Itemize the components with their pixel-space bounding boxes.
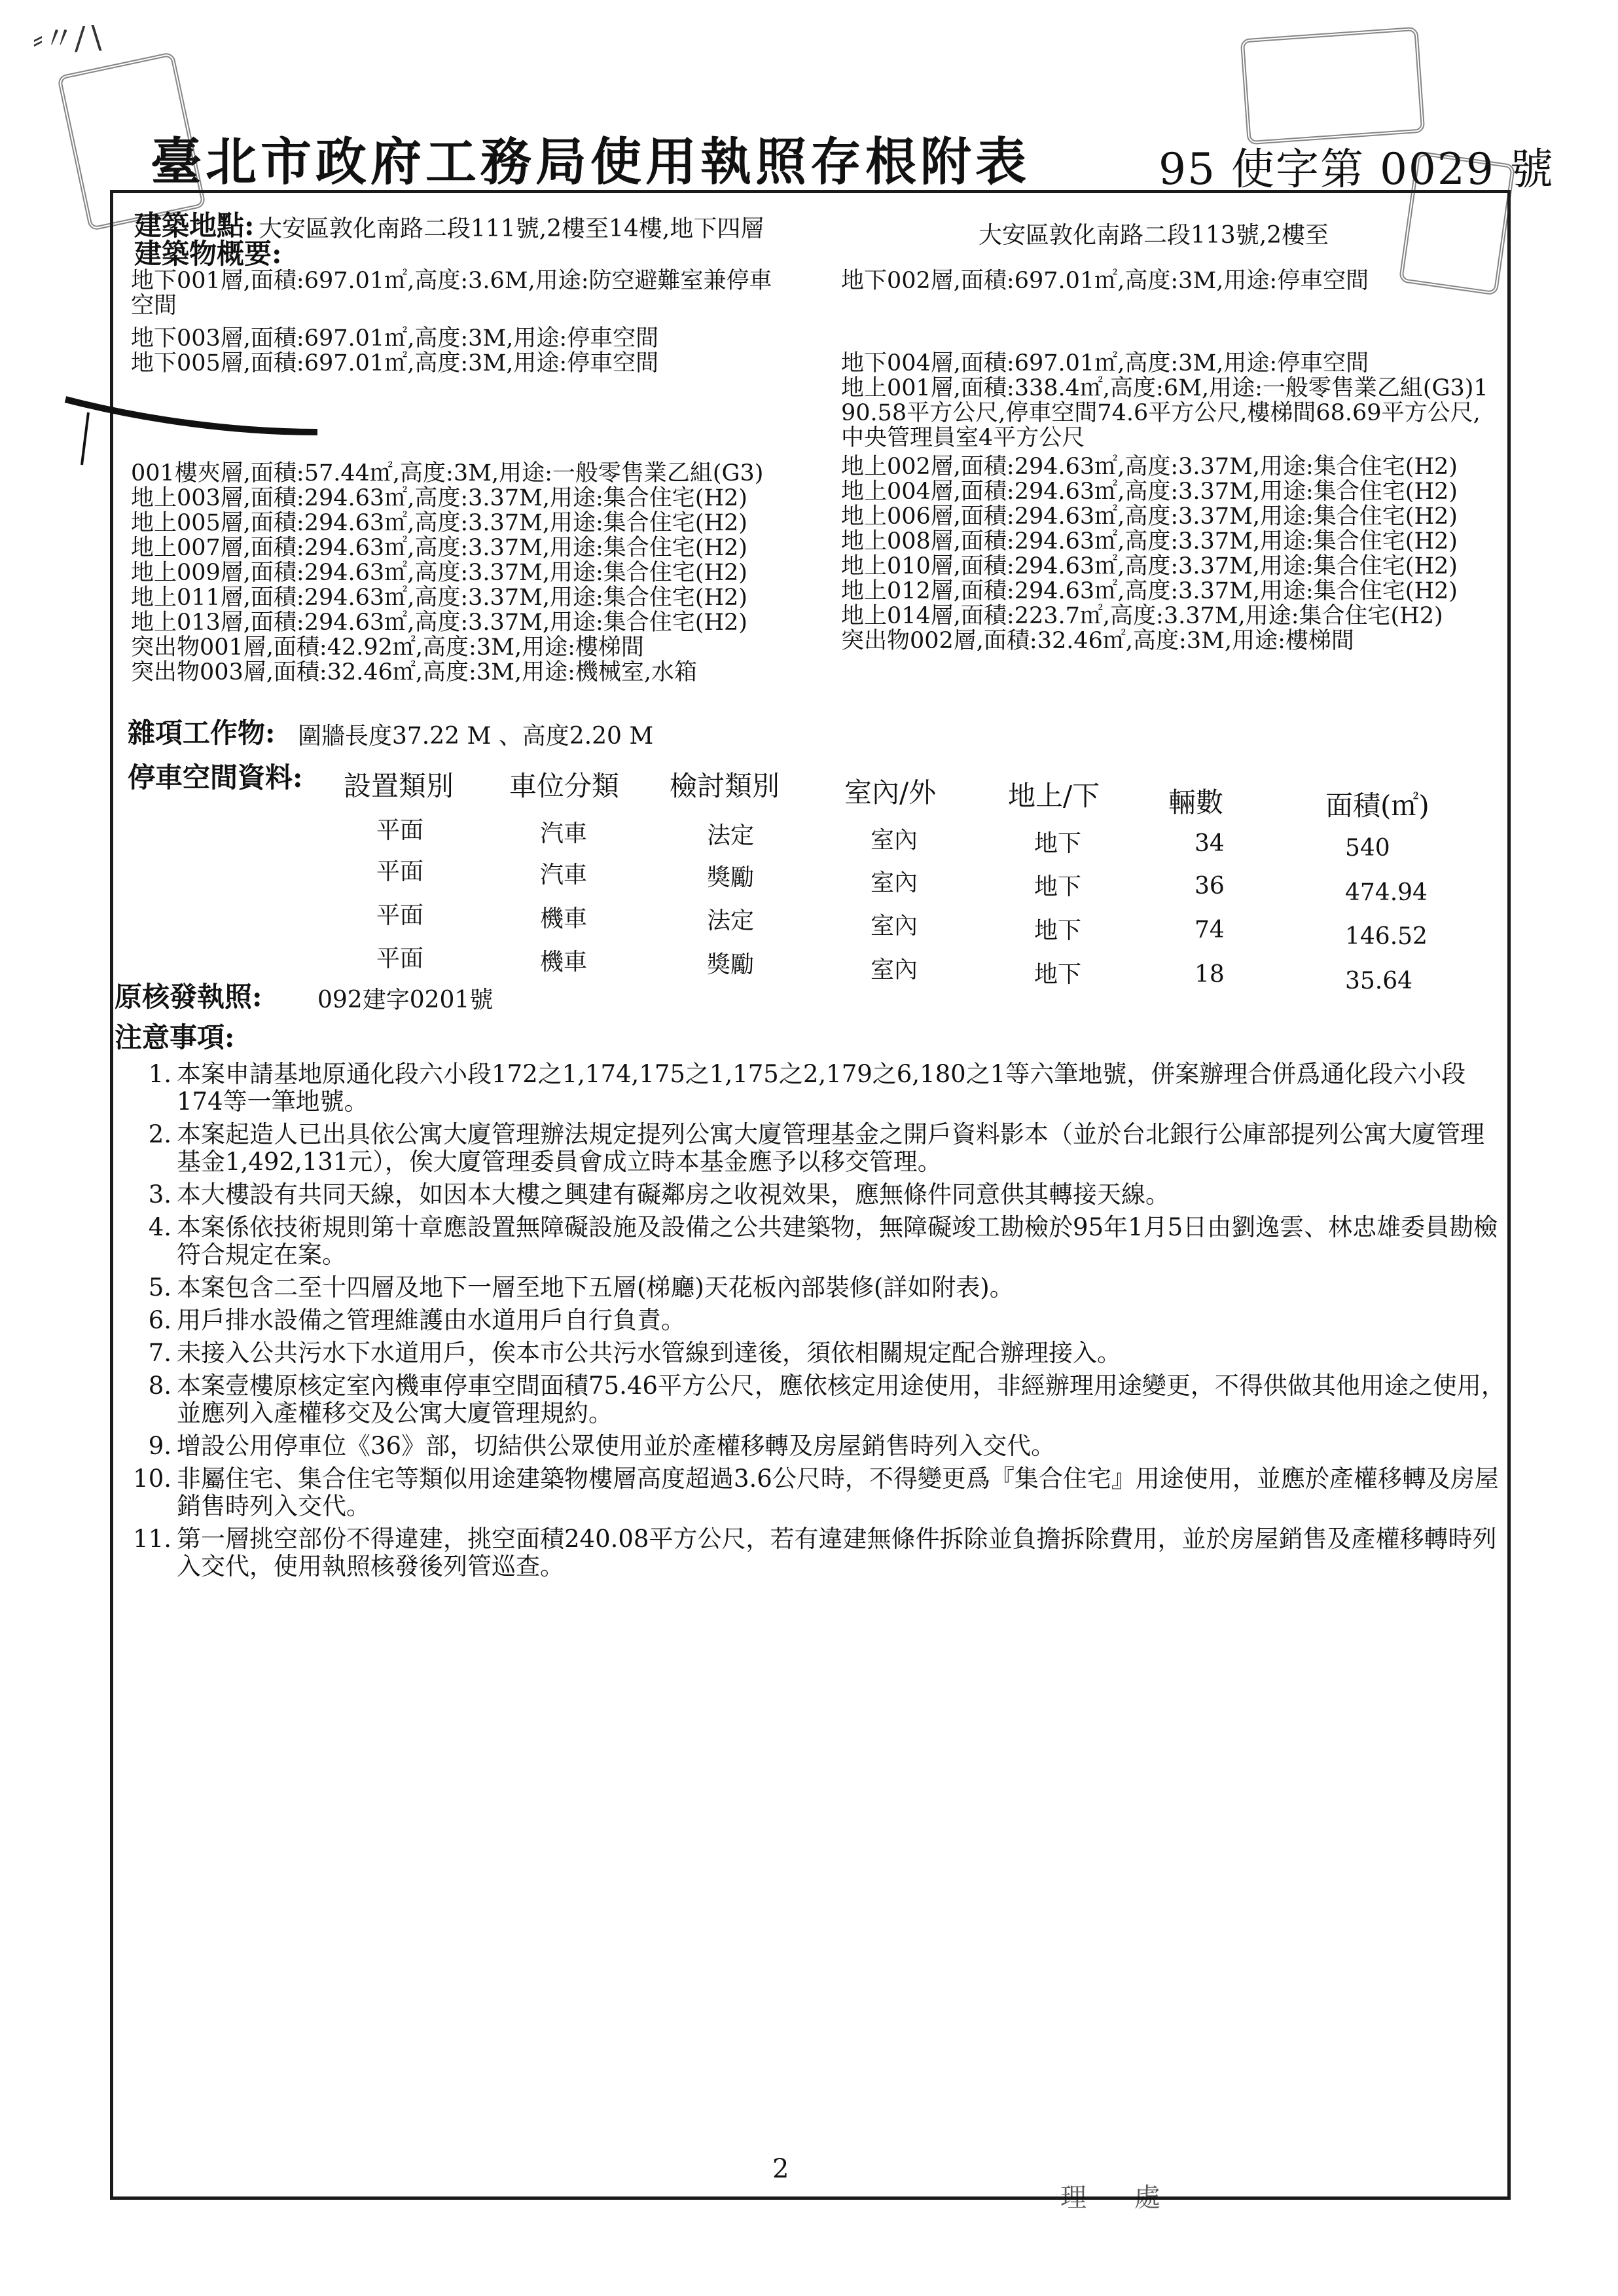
parking-cell: 35.64 <box>1345 968 1413 994</box>
note-item <box>131 1525 1505 1580</box>
site-label: 建築地點: <box>134 210 255 242</box>
misc-value: 圍牆長度37.22 M 、高度2.20 M <box>298 723 654 750</box>
overview-left-column <box>131 268 772 685</box>
parking-cell: 地下 <box>1034 961 1082 988</box>
note-item <box>131 1214 1505 1269</box>
parking-cell: 獎勵 <box>707 864 755 891</box>
parking-cell: 地下 <box>1034 873 1082 900</box>
parking-cell: 法定 <box>707 907 755 934</box>
note-item <box>131 1121 1505 1176</box>
note-item <box>131 1307 1505 1334</box>
overview-right-column <box>841 268 1488 653</box>
document-title: 臺北市政府工務局使用執照存根附表 <box>151 132 1031 192</box>
overview-right-line: 地上014層,面積:223.7㎡,高度:3.37M,用途:集合住宅(H2) <box>841 603 1443 629</box>
note-item <box>131 1465 1505 1520</box>
parking-cell: 機車 <box>540 905 588 932</box>
overview-left-line <box>131 426 772 450</box>
misc-label: 雜項工作物: <box>128 717 276 749</box>
overview-left-line: 地上005層,面積:294.63㎡,高度:3.37M,用途:集合住宅(H2) <box>131 510 747 536</box>
note-text: 本案壹樓原核定室內機車停車空間面積75.46平方公尺，應依核定用途使用，非經辦理用途變更，不得供做其他用途之使用，並應列入產權移交及公寓大廈管理規約。 <box>177 1372 1505 1427</box>
note-number: 1. <box>148 1060 171 1088</box>
overview-right-line: 中央管理員室4平方公尺 <box>841 425 1085 451</box>
note-number: 7. <box>148 1339 171 1367</box>
overview-left-line: 地上011層,面積:294.63㎡,高度:3.37M,用途:集合住宅(H2) <box>131 585 747 611</box>
parking-cell: 汽車 <box>540 820 588 847</box>
overview-right-line: 地上010層,面積:294.63㎡,高度:3.37M,用途:集合住宅(H2) <box>841 553 1458 579</box>
parking-cell: 平面 <box>376 858 424 885</box>
parking-cell: 34 <box>1195 830 1225 857</box>
parking-cell: 室內 <box>871 869 918 896</box>
parking-cell: 平面 <box>376 945 424 972</box>
overview-right-line: 地上004層,面積:294.63㎡,高度:3.37M,用途:集合住宅(H2) <box>841 479 1458 505</box>
overview-left-line: 地下005層,面積:697.01㎡,高度:3M,用途:停車空間 <box>131 350 659 376</box>
note-number: 6. <box>148 1306 171 1334</box>
stamp-fragment: 理 處 <box>1060 2183 1180 2213</box>
overview-left-line <box>131 401 772 426</box>
overview-left-line <box>131 376 772 401</box>
parking-cell: 地下 <box>1034 917 1082 944</box>
overview-left-line: 突出物003層,面積:32.46㎡,高度:3M,用途:機械室,水箱 <box>131 659 697 685</box>
overview-right-line: 地下002層,面積:697.01㎡,高度:3M,用途:停車空間 <box>841 268 1369 294</box>
overview-right-line: 突出物002層,面積:32.46㎡,高度:3M,用途:樓梯間 <box>841 628 1354 654</box>
overview-right-line: 地下004層,面積:697.01㎡,高度:3M,用途:停車空間 <box>841 350 1369 376</box>
note-number: 2. <box>148 1120 171 1148</box>
note-number: 10. <box>133 1465 171 1493</box>
overview-left-line: 地上013層,面積:294.63㎡,高度:3.37M,用途:集合住宅(H2) <box>131 610 747 636</box>
note-number: 11. <box>133 1525 171 1553</box>
note-item <box>131 1274 1505 1302</box>
note-text: 第一層挑空部份不得違建，挑空面積240.08平方公尺，若有違建無條件拆除並負擔拆除費用，並於房屋銷售及產權移轉時列入交代，使用執照核發後列管巡查。 <box>177 1525 1497 1580</box>
note-text: 未接入公共污水下水道用戶，俟本市公共污水管線到達後，須依相關規定配合辦理接入。 <box>177 1339 1121 1367</box>
parking-cell: 18 <box>1195 961 1225 988</box>
note-item <box>131 1372 1505 1427</box>
note-text: 本大樓設有共同天線，如因本大樓之興建有礙鄰房之收視效果，應無條件同意供其轉接天線。 <box>177 1180 1170 1209</box>
scan-mark-icon: ⸗〃∕∖ <box>33 20 105 57</box>
overview-right-line <box>841 318 1488 351</box>
overview-right-line <box>841 293 1488 318</box>
parking-cell: 獎勵 <box>707 951 755 978</box>
parking-cell: 法定 <box>707 822 755 849</box>
overview-left-line: 地上009層,面積:294.63㎡,高度:3.37M,用途:集合住宅(H2) <box>131 560 747 586</box>
parking-cell: 平面 <box>376 817 424 844</box>
notes-list <box>131 1061 1505 1586</box>
original-license-label: 原核發執照: <box>115 981 262 1013</box>
parking-cell: 36 <box>1195 873 1225 900</box>
note-text: 本案申請基地原通化段六小段172之1,174,175之1,175之2,179之6,180之1等六筆地號，併案辦理合併爲通化段六小段174等一筆地號。 <box>177 1060 1466 1116</box>
parking-header-setup-type: 設置類別 <box>344 770 454 802</box>
note-text: 增設公用停車位《36》部，切結供公眾使用並於產權移轉及房屋銷售時列入交代。 <box>177 1432 1056 1460</box>
overview-left-line <box>131 450 772 461</box>
permit-number: 95 使字第 0029 號 <box>1159 144 1555 194</box>
parking-cell: 室內 <box>871 957 918 983</box>
note-number: 8. <box>148 1372 171 1400</box>
parking-cell: 146.52 <box>1345 923 1428 950</box>
overview-left-line: 空間 <box>131 293 177 319</box>
parking-cell: 平面 <box>376 902 424 929</box>
site-address-2: 大安區敦化南路二段113號,2樓至 <box>979 222 1329 249</box>
note-number: 4. <box>148 1213 171 1241</box>
overview-right-line: 地上008層,面積:294.63㎡,高度:3.37M,用途:集合住宅(H2) <box>841 528 1458 555</box>
note-text: 本案起造人已出具依公寓大廈管理辦法規定提列公寓大廈管理基金之開戶資料影本（並於台北銀行公庫部提列公寓大廈管理基金1,492,131元），俟大廈管理委員會成立時本基金應予以移交管理。 <box>177 1120 1484 1176</box>
note-item <box>131 1432 1505 1460</box>
overview-left-line: 地上003層,面積:294.63㎡,高度:3.37M,用途:集合住宅(H2) <box>131 485 747 511</box>
overview-left-line: 突出物001層,面積:42.92㎡,高度:3M,用途:樓梯間 <box>131 634 644 661</box>
overview-left-line: 001樓夾層,面積:57.44㎡,高度:3M,用途:一般零售業乙組(G3) <box>131 460 764 486</box>
note-item <box>131 1061 1505 1116</box>
parking-cell: 機車 <box>540 949 588 975</box>
parking-cell: 74 <box>1195 917 1225 943</box>
note-number: 3. <box>148 1180 171 1209</box>
overview-right-line: 地上001層,面積:338.4㎡,高度:6M,用途:一般零售業乙組(G3)1 <box>841 375 1488 401</box>
note-text: 本案包含二至十四層及地下一層至地下五層(梯廳)天花板內部裝修(詳如附表)。 <box>177 1273 1014 1302</box>
note-text: 用戶排水設備之管理維護由水道用戶自行負責。 <box>177 1306 685 1334</box>
parking-header-vehicle-type: 車位分類 <box>509 770 620 802</box>
parking-header-area: 面積(㎡) <box>1325 790 1429 822</box>
note-text: 本案係依技術規則第十章應設置無障礙設施及設備之公共建築物，無障礙竣工勘檢於95年1月5日由劉逸雲、林忠雄委員勘檢符合規定在案。 <box>177 1213 1498 1269</box>
parking-cell: 室內 <box>871 913 918 939</box>
seal-stamp-left <box>57 52 206 232</box>
site-address-1: 大安區敦化南路二段111號,2樓至14樓,地下四層 <box>259 215 764 242</box>
parking-label: 停車空間資料: <box>128 761 303 793</box>
parking-cell: 室內 <box>871 827 918 854</box>
parking-cell: 540 <box>1345 835 1390 862</box>
overview-left-line: 地下001層,面積:697.01㎡,高度:3.6M,用途:防空避難室兼停車 <box>131 268 772 294</box>
parking-cell: 汽車 <box>540 862 588 888</box>
overview-left-line: 地上007層,面積:294.63㎡,高度:3.37M,用途:集合住宅(H2) <box>131 535 747 561</box>
parking-header-above-below: 地上/下 <box>1008 780 1100 812</box>
parking-cell: 地下 <box>1034 830 1082 857</box>
overview-right-line: 地上012層,面積:294.63㎡,高度:3.37M,用途:集合住宅(H2) <box>841 578 1458 604</box>
note-item <box>131 1181 1505 1209</box>
overview-right-line: 地上006層,面積:294.63㎡,高度:3.37M,用途:集合住宅(H2) <box>841 503 1458 530</box>
parking-header-count: 輛數 <box>1168 786 1224 818</box>
note-number: 9. <box>148 1432 171 1460</box>
overview-label: 建築物概要: <box>134 238 282 270</box>
overview-right-line: 90.58平方公尺,停車空間74.6平方公尺,樓梯間68.69平方公尺, <box>841 400 1481 426</box>
parking-header-review-type: 檢討類別 <box>670 770 780 802</box>
note-item <box>131 1339 1505 1367</box>
note-number: 5. <box>148 1273 171 1302</box>
seal-stamp-top <box>1240 27 1426 145</box>
original-license-value: 092建字0201號 <box>317 987 494 1013</box>
notes-label: 注意事項: <box>115 1021 235 1053</box>
parking-header-indoor-outdoor: 室內/外 <box>844 776 937 809</box>
overview-right-line: 地上002層,面積:294.63㎡,高度:3.37M,用途:集合住宅(H2) <box>841 454 1458 480</box>
overview-left-line: 地下003層,面積:697.01㎡,高度:3M,用途:停車空間 <box>131 325 659 352</box>
page-number: 2 <box>772 2154 789 2184</box>
parking-cell: 474.94 <box>1345 879 1428 906</box>
note-text: 非屬住宅、集合住宅等類似用途建築物樓層高度超過3.6公尺時，不得變更爲『集合住宅』用途使用，並應於產權移轉及房屋銷售時列入交代。 <box>177 1465 1499 1520</box>
